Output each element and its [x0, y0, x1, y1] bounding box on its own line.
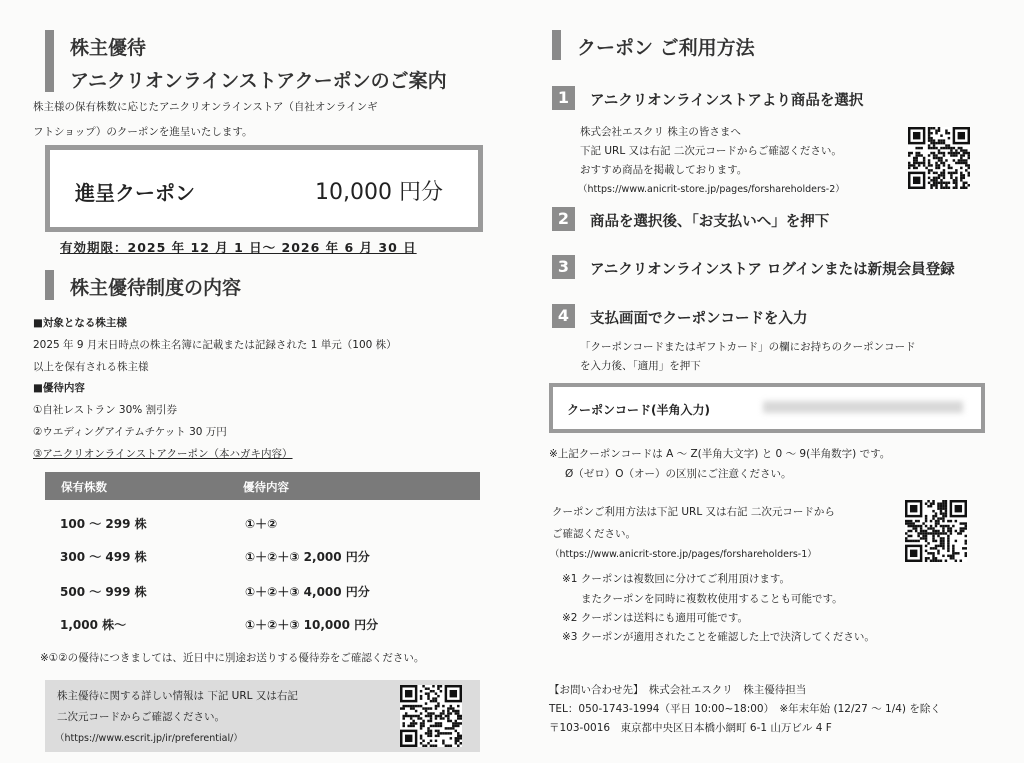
step-text: 「クーポンコードまたはギフトカード」の欄にお持ちのクーポンコード — [580, 341, 916, 353]
qr-code-icon[interactable] — [905, 500, 967, 562]
footnote: ※1 クーポンは複数回に分けてご利用頂けます。 — [562, 573, 790, 585]
contact-phone: TEL：050-1743-1994（平日 10:00~18:00） ※年末年始 (12/27 ～ 1/4) を除く — [549, 703, 941, 715]
qr-code-icon[interactable] — [908, 127, 970, 189]
heading-bar — [45, 30, 54, 92]
step-number: 4 — [552, 304, 575, 328]
section-title: クーポン ご利用方法 — [577, 37, 755, 59]
coupon-code-value[interactable] — [763, 401, 963, 413]
benefit-item: ②ウエディングアイテムチケット 30 万円 — [33, 426, 227, 438]
note-text: ※①②の優待につきましては、近日中に別途お送りする優待券をご確認ください。 — [40, 652, 425, 664]
target-text: 以上を保有される株主様 — [33, 361, 149, 373]
target-heading: ■対象となる株主様 — [33, 317, 127, 329]
column-header: 優待内容 — [243, 480, 289, 494]
benefit-heading: ■優待内容 — [33, 382, 85, 394]
info-box — [45, 680, 480, 752]
target-text: 2025 年 9 月末日時点の株主名簿に記載または記録された 1 単元（100 株） — [33, 339, 397, 351]
table-header — [45, 472, 480, 500]
coupon-value: 10,000 円分 — [315, 180, 443, 205]
column-header: 保有株数 — [61, 480, 107, 494]
info-url: （https://www.escrit.jp/ir/preferential/） — [55, 733, 243, 744]
table-cell: ①＋② — [245, 517, 278, 531]
step-label: アニクリオンラインストアより商品を選択 — [590, 93, 864, 109]
table-cell: ①＋②＋③ 10,000 円分 — [245, 618, 379, 632]
intro-text: 株主様の保有株数に応じたアニクリオンラインストア（自社オンラインギ — [33, 101, 378, 113]
step-number: 3 — [552, 255, 575, 279]
step-number: 2 — [552, 207, 575, 231]
usage-text: クーポンご利用方法は下記 URL 又は右記 二次元コードから — [552, 506, 835, 518]
table-cell: ①＋②＋③ 2,000 円分 — [245, 550, 370, 564]
qr-code-icon[interactable] — [400, 685, 462, 747]
step-label: 商品を選択後、「お支払いへ」を押下 — [590, 214, 830, 230]
step-text: 株式会社エスクリ 株主の皆さまへ — [580, 126, 741, 138]
usage-text: ご確認ください。 — [552, 528, 636, 540]
coupon-label: 進呈クーポン — [75, 181, 195, 205]
step-label: アニクリオンラインストア ログインまたは新規会員登録 — [590, 262, 955, 278]
info-text: 二次元コードからご確認ください。 — [57, 711, 225, 723]
step-text: を入力後、「適用」を押下 — [580, 360, 701, 372]
step-text: 下記 URL 又は右記 二次元コードからご確認ください。 — [580, 145, 842, 157]
table-cell: 500 ～ 999 株 — [60, 585, 147, 599]
section-title: 株主優待制度の内容 — [70, 277, 242, 299]
table-cell: 300 ～ 499 株 — [60, 550, 147, 564]
coupon-box — [45, 145, 483, 232]
footnote: またクーポンを同時に複数枚使用することも可能です。 — [581, 593, 843, 605]
info-text: 株主優待に関する詳しい情報は 下記 URL 又は右記 — [57, 690, 298, 702]
validity-period: 有効期限：2025 年 12 月 1 日～ 2026 年 6 月 30 日 — [60, 240, 417, 255]
step-label: 支払画面でクーポンコードを入力 — [590, 311, 808, 327]
code-note: ※上記クーポンコードは A ～ Z(半角大文字) と 0 ～ 9(半角数字) です。 — [549, 448, 891, 460]
store-url[interactable]: （https://www.anicrit-store.jp/pages/forshareholders-2） — [578, 184, 845, 195]
step-number: 1 — [552, 86, 575, 110]
heading-bar — [552, 30, 561, 60]
coupon-code-label: クーポンコード(半角入力) — [567, 403, 710, 417]
benefit-item: ①自社レストラン 30% 割引券 — [33, 404, 178, 416]
code-note: Ø（ゼロ）O（オー）の区別にご注意ください。 — [565, 468, 792, 480]
table-cell: ①＋②＋③ 4,000 円分 — [245, 585, 370, 599]
coupon-code-box — [549, 383, 985, 433]
page-title: 株主優待 — [70, 37, 147, 59]
intro-text: フトショップ）のクーポンを進呈いたします。 — [33, 126, 253, 138]
usage-url[interactable]: （https://www.anicrit-store.jp/pages/forshareholders-1） — [550, 549, 817, 560]
benefit-item: ③アニクリオンラインストアクーポン（本ハガキ内容） — [33, 448, 293, 460]
footnote: ※3 クーポンが適用されたことを確認した上で決済してください。 — [562, 631, 875, 643]
contact-address: 〒103-0016 東京都中央区日本橋小網町 6-1 山万ビル 4 F — [549, 722, 832, 734]
footnote: ※2 クーポンは送料にも適用可能です。 — [562, 612, 748, 624]
heading-bar — [45, 270, 54, 300]
table-cell: 100 ～ 299 株 — [60, 517, 147, 531]
page-subtitle: アニクリオンラインストアクーポンのご案内 — [70, 70, 447, 92]
table-cell: 1,000 株～ — [60, 618, 127, 632]
contact-text: 【お問い合わせ先】 株式会社エスクリ 株主優待担当 — [549, 684, 807, 696]
step-text: おすすめ商品を掲載しております。 — [580, 164, 748, 176]
